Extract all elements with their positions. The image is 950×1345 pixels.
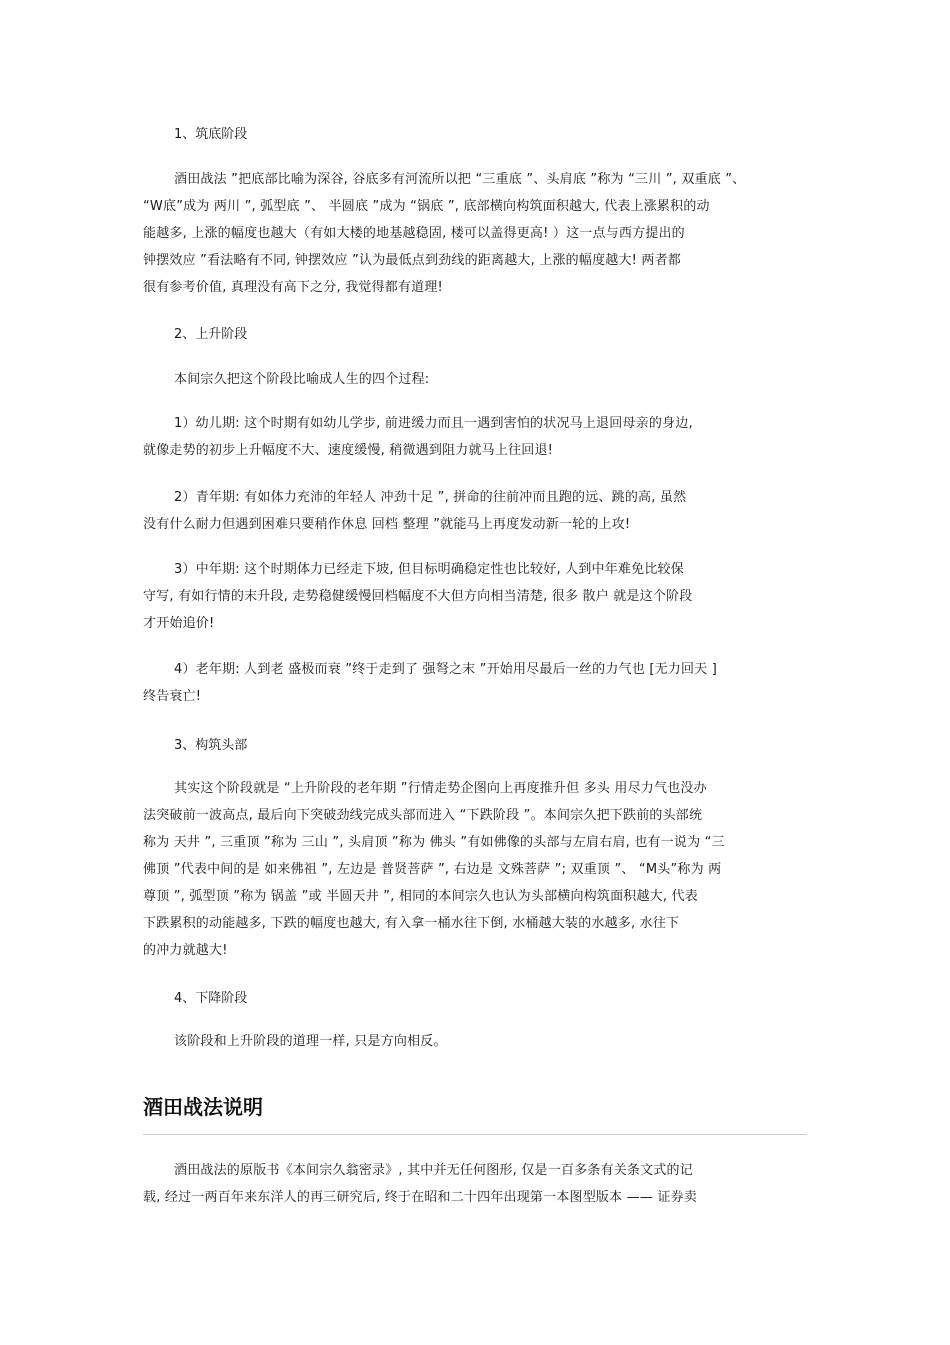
section-heading-rising: 2、上升阶段 bbox=[174, 327, 248, 342]
paragraph-middle-age: 3）中年期: 这个时期体力已经走下坡, 但目标明确稳定性也比较好, 人到中年难免比较保 守写, 有如行情的末升段, 走势稳健缓慢回档幅度不大但方向相当清楚, 很多 散户 就是这个阶段 才开始追价! bbox=[143, 562, 693, 631]
article-title: 酒田战法说明 bbox=[143, 1095, 263, 1119]
section-heading-declining: 4、下降阶段 bbox=[174, 991, 248, 1006]
paragraph-article-intro: 酒田战法的原版书《本间宗久翁密录》, 其中并无任何图形, 仅是一百多条有关条文式的记 载, 经过一两百年来东洋人的再三研究后, 终于在昭和二十四年出现第一本图型版本 —— 证券卖 bbox=[143, 1163, 697, 1205]
paragraph-bottoming: 酒田战法 ”把底部比喻为深谷, 谷底多有河流所以把 “三重底 ”、头肩底 ”称为 “三川 ”, 双重底 ”、 “W底”成为 两川 ”, 弧型底 ”、 半圆底 ”成为 “锅底 ”, 底部横向构筑面积越大, 代表上涨累积的动 能越多, 上涨的幅度也越大（有如大楼的地基越稳固, 楼可以盖得更高! ）这一点与西方提出的 钟摆效应 ”看法略有不同, 钟摆效应 ”认为最低点到劲线的距离越大, 上涨的幅度越大! 两者都 很有参考价值, 真理没有高下之分, 我觉得都有道理! bbox=[143, 172, 746, 295]
paragraph-youth: 2）青年期: 有如体力充沛的年轻人 冲劲十足 ”, 拼命的往前冲而且跑的远、跳的高, 虽然 没有什么耐力但遇到困难只要稍作休息 回档 整理 ”就能马上再度发动新一轮的上攻! bbox=[143, 490, 687, 532]
section-heading-top-building: 3、构筑头部 bbox=[174, 738, 248, 753]
paragraph-top-building: 其实这个阶段就是 “上升阶段的老年期 ”行情走势企图向上再度推升但 多头 用尽力气也没办 法突破前一波高点, 最后向下突破劲线完成头部而进入 “下跌阶段 ”。本间宗久把下跌前的头部统 称为 天井 ”, 三重顶 ”称为 三山 ”, 头肩顶 ”称为 佛头 ”有如佛像的头部与左肩右肩, 也有一说为 “三 佛顶 ”代表中间的是 如来佛祖 ”, 左边是 普贤菩萨 ”, 右边是 文殊菩萨 ”; 双重顶 ”、 “M头”称为 两 尊顶 ”, 弧型顶 ”称为 锅盖 ”或 半圆天井 ”, 相同的本间宗久也认为头部横向构筑面积越大, 代表 下跌累积的动能越多, 下跌的幅度也越大, 有入拿一桶水往下倒, 水桶越大装的水越多, 水往下 的冲力就越大! bbox=[143, 781, 725, 958]
paragraph-rising-intro: 本间宗久把这个阶段比喻成人生的四个过程: bbox=[174, 372, 430, 387]
paragraph-declining: 该阶段和上升阶段的道理一样, 只是方向相反。 bbox=[174, 1034, 447, 1049]
paragraph-old-age: 4）老年期: 人到老 盛极而衰 ”终于走到了 强弩之末 ”开始用尽最后一丝的力气也 [无力回天 ] 终告衰亡! bbox=[143, 662, 717, 704]
paragraph-infancy: 1）幼儿期: 这个时期有如幼儿学步, 前进缓力而且一遇到害怕的状况马上退回母亲的身边, 就像走势的初步上升幅度不大、速度缓慢, 稍微遇到阻力就马上往回退! bbox=[143, 416, 693, 458]
section-heading-bottoming: 1、筑底阶段 bbox=[174, 127, 248, 142]
title-divider bbox=[143, 1134, 807, 1135]
